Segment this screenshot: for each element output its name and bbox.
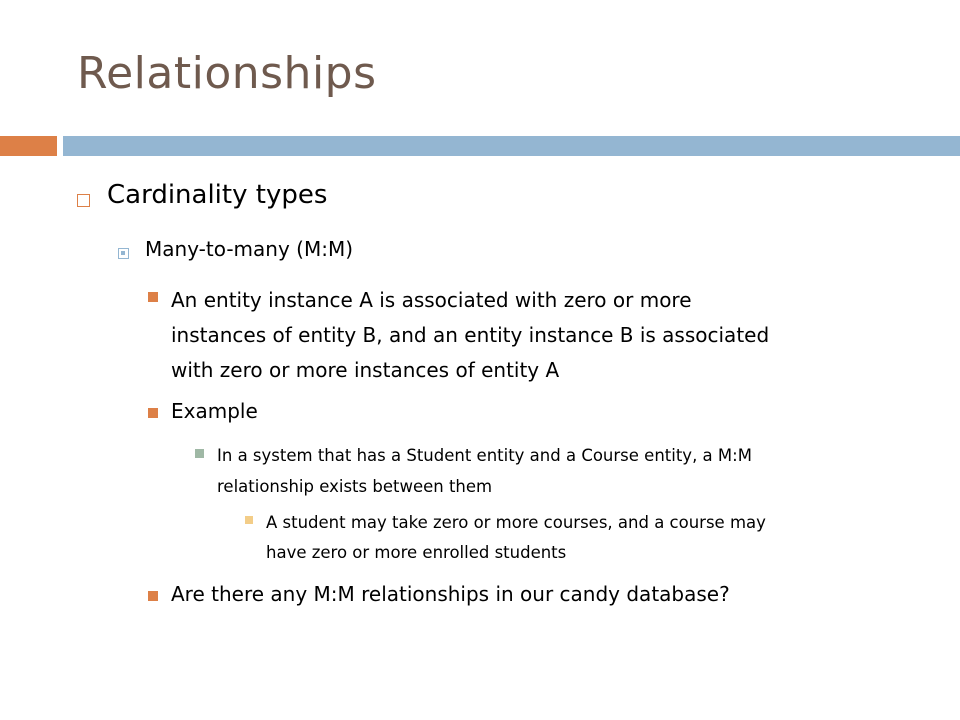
bullet-many-to-many: Many-to-many (M:M) bbox=[145, 237, 354, 261]
definition-line-2: instances of entity B, and an entity instance B is associated bbox=[171, 323, 770, 347]
hollow-square-bullet-icon bbox=[77, 194, 90, 207]
bullet-question: Are there any M:M relationships in our candy database? bbox=[171, 582, 730, 606]
filled-square-bullet-icon bbox=[148, 292, 158, 302]
bullet-example: Example bbox=[171, 399, 258, 423]
boxed-square-bullet-icon bbox=[118, 248, 129, 259]
definition-line-1: An entity instance A is associated with zero or more bbox=[171, 288, 692, 312]
title-underline-accent bbox=[0, 136, 57, 156]
example-detail-line-2: have zero or more enrolled students bbox=[266, 543, 567, 562]
example-line-1: In a system that has a Student entity and a Course entity, a M:M bbox=[217, 446, 752, 465]
bullet-cardinality-types: Cardinality types bbox=[107, 180, 328, 210]
filled-square-bullet-icon bbox=[148, 591, 158, 601]
filled-square-bullet-icon bbox=[195, 449, 204, 458]
example-detail-line-1: A student may take zero or more courses, and a course may bbox=[266, 513, 766, 532]
slide-title: Relationships bbox=[77, 48, 377, 99]
bullet-example-system bbox=[217, 440, 752, 502]
filled-square-bullet-icon bbox=[148, 408, 158, 418]
definition-line-3: with zero or more instances of entity A bbox=[171, 358, 560, 382]
bullet-example-detail bbox=[266, 508, 766, 568]
title-underline-bar bbox=[63, 136, 960, 156]
example-line-2: relationship exists between them bbox=[217, 477, 493, 496]
bullet-definition bbox=[171, 283, 769, 388]
filled-square-bullet-icon bbox=[245, 516, 253, 524]
